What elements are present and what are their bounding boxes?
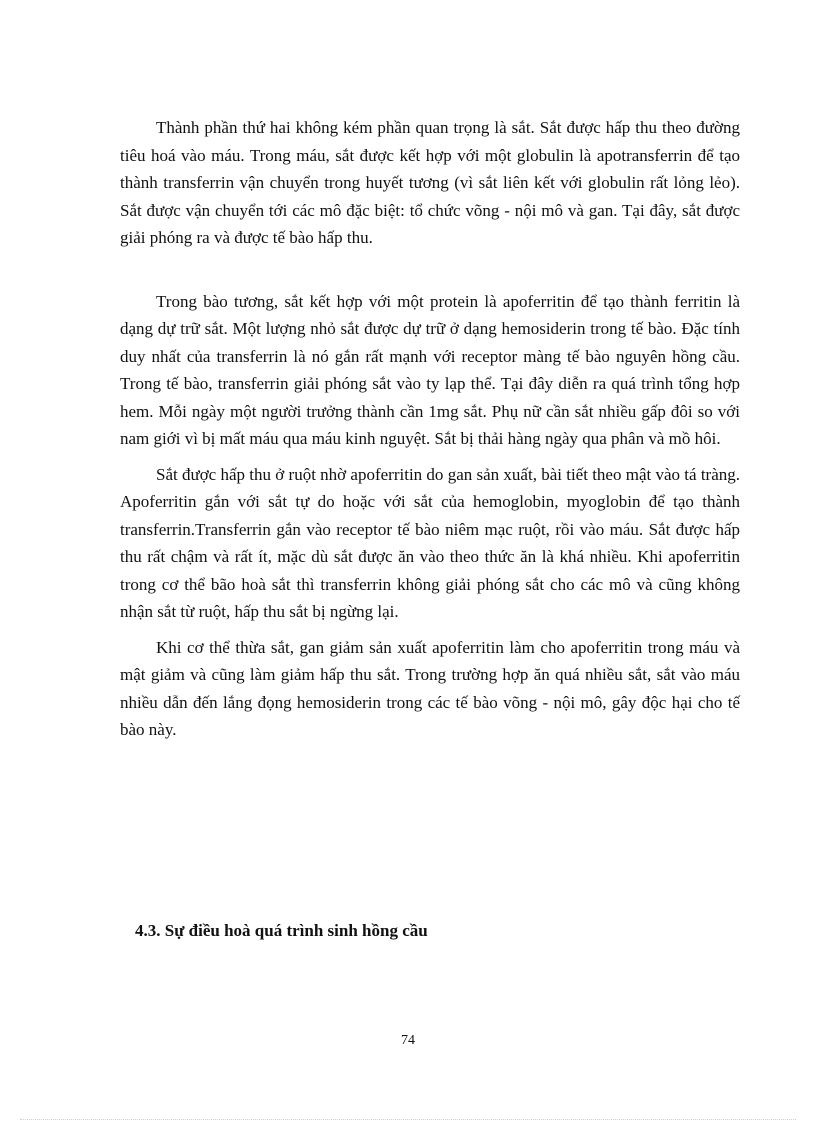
body-text bbox=[120, 114, 740, 744]
paragraph-iron-absorption: Thành phần thứ hai không kém phần quan trọng là sắt. Sắt được hấp thu theo đường tiêu hoá vào máu. Trong máu, sắt được kết hợp với một globulin là apotransferrin để tạo thành transferrin vận chuyển trong huyết tương (vì sắt liên kết với globulin rất lỏng lẻo). Sắt được vận chuyển tới các mô đặc biệt: tổ chức võng - nội mô và gan. Tại đây, sắt được giải phóng ra và được tế bào hấp thu. bbox=[120, 118, 740, 247]
page-bottom-divider bbox=[20, 1119, 796, 1120]
paragraph-iron-storage: Trong bào tương, sắt kết hợp với một protein là apoferritin để tạo thành ferritin là dạng dự trữ sắt. Một lượng nhỏ sắt được dự trữ ở dạng hemosiderin trong tế bào. Đặc tính duy nhất của transferrin là nó gắn rất mạnh với receptor màng tế bào nguyên hồng cầu. Trong tế bào, transferrin giải phóng sắt vào ty lạp thể. Tại đây diễn ra quá trình tổng hợp hem. Mỗi ngày một người trưởng thành cần 1mg sắt. Phụ nữ cần sắt nhiều gấp đôi so với nam giới vì bị mất máu qua máu kinh nguyệt. Sắt bị thải hàng ngày qua phân và mồ hôi. bbox=[120, 291, 740, 448]
paragraph-iron-excess: Khi cơ thể thừa sắt, gan giảm sản xuất apoferritin làm cho apoferritin trong máu và mật giảm và cũng làm giảm hấp thu sắt. Trong trường hợp ăn quá nhiều sắt, sắt vào máu nhiều dẫn đến lắng đọng hemosiderin trong các tế bào võng - nội mô, gây độc hại cho tế bào này. bbox=[120, 637, 740, 739]
section-heading: 4.3. Sự điều hoà quá trình sinh hồng cầu bbox=[135, 921, 428, 940]
page-number: 74 bbox=[401, 1033, 415, 1048]
paragraph-intestinal-absorption: Sắt được hấp thu ở ruột nhờ apoferritin do gan sản xuất, bài tiết theo mật vào tá tràng. Apoferritin gắn với sắt tự do hoặc với sắt của hemoglobin, myoglobin để tạo thành transferrin.Transferrin gắn vào receptor tế bào niêm mạc ruột, rồi vào máu. Sắt được hấp thu rất chậm và rất ít, mặc dù sắt được ăn vào theo thức ăn là khá nhiều. Khi apoferritin trong cơ thể bão hoà sắt thì transferrin không giải phóng sắt cho các mô và cũng không nhận sắt từ ruột, hấp thu sắt bị ngừng lại. bbox=[120, 464, 740, 621]
